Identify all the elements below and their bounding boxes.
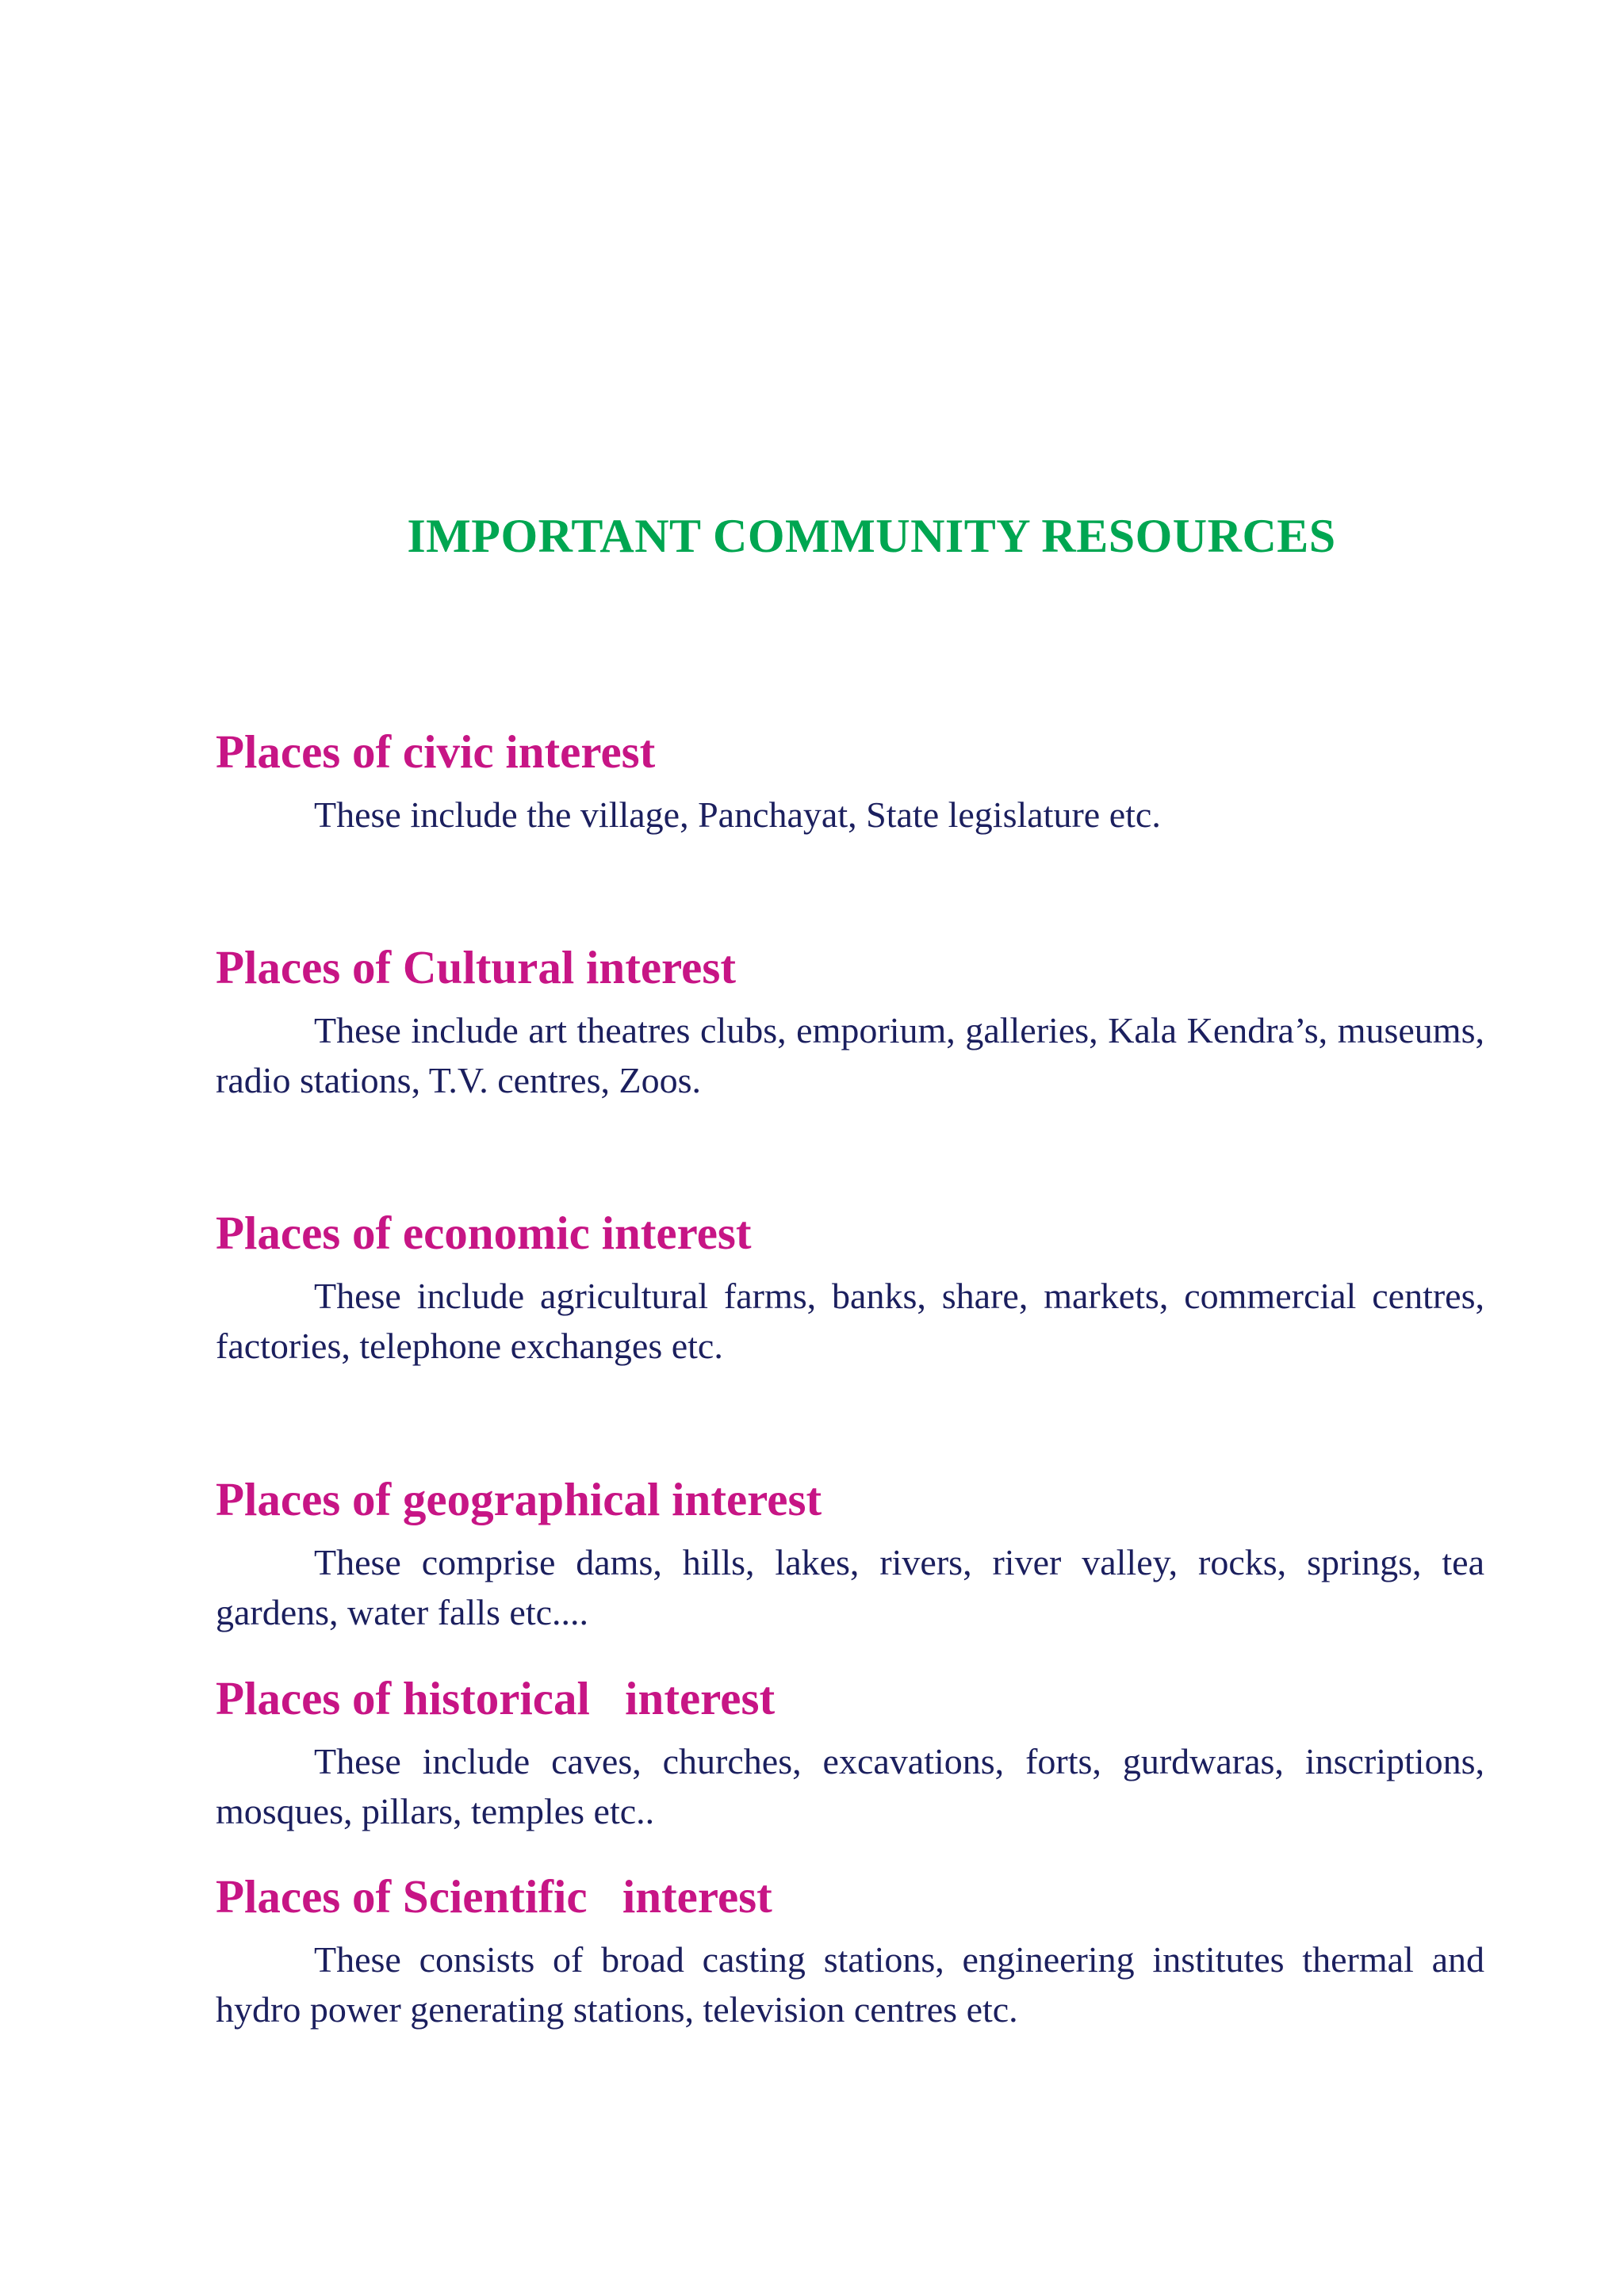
section-scientific-interest	[216, 1865, 1484, 2034]
section-geographical-interest	[216, 1468, 1484, 1637]
section-heading: Places of civic interest	[216, 725, 656, 778]
section-heading: Places of geographical interest	[216, 1473, 822, 1525]
section-heading: Places of economic interest	[216, 1207, 752, 1259]
section-body: These consists of broad casting stations, engineering institutes thermal and hydro power generating stations, television centres etc.	[216, 1939, 1484, 2030]
section-body: These include the village, Panchayat, State legislature etc.	[314, 794, 1161, 835]
section-heading: Places of Cultural interest	[216, 941, 736, 993]
section-body: These comprise dams, hills, lakes, rivers, river valley, rocks, springs, tea gardens, water falls etc....	[216, 1542, 1484, 1632]
section-cultural-interest	[216, 936, 1484, 1105]
section-civic-interest	[216, 720, 1484, 840]
page-title: IMPORTANT COMMUNITY RESOURCES	[407, 510, 1336, 562]
section-heading: Places of historical interest	[216, 1672, 776, 1724]
section-historical-interest	[216, 1667, 1484, 1836]
section-heading: Places of Scientific interest	[216, 1870, 772, 1923]
section-body: These include caves, churches, excavations, forts, gurdwaras, inscriptions, mosques, pillars, temples etc..	[216, 1741, 1484, 1831]
section-economic-interest	[216, 1201, 1484, 1371]
section-body: These include agricultural farms, banks, share, markets, commercial centres, factories, telephone exchanges etc.	[216, 1276, 1484, 1366]
section-body: These include art theatres clubs, emporium, galleries, Kala Kendra’s, museums, radio stations, T.V. centres, Zoos.	[216, 1010, 1484, 1100]
